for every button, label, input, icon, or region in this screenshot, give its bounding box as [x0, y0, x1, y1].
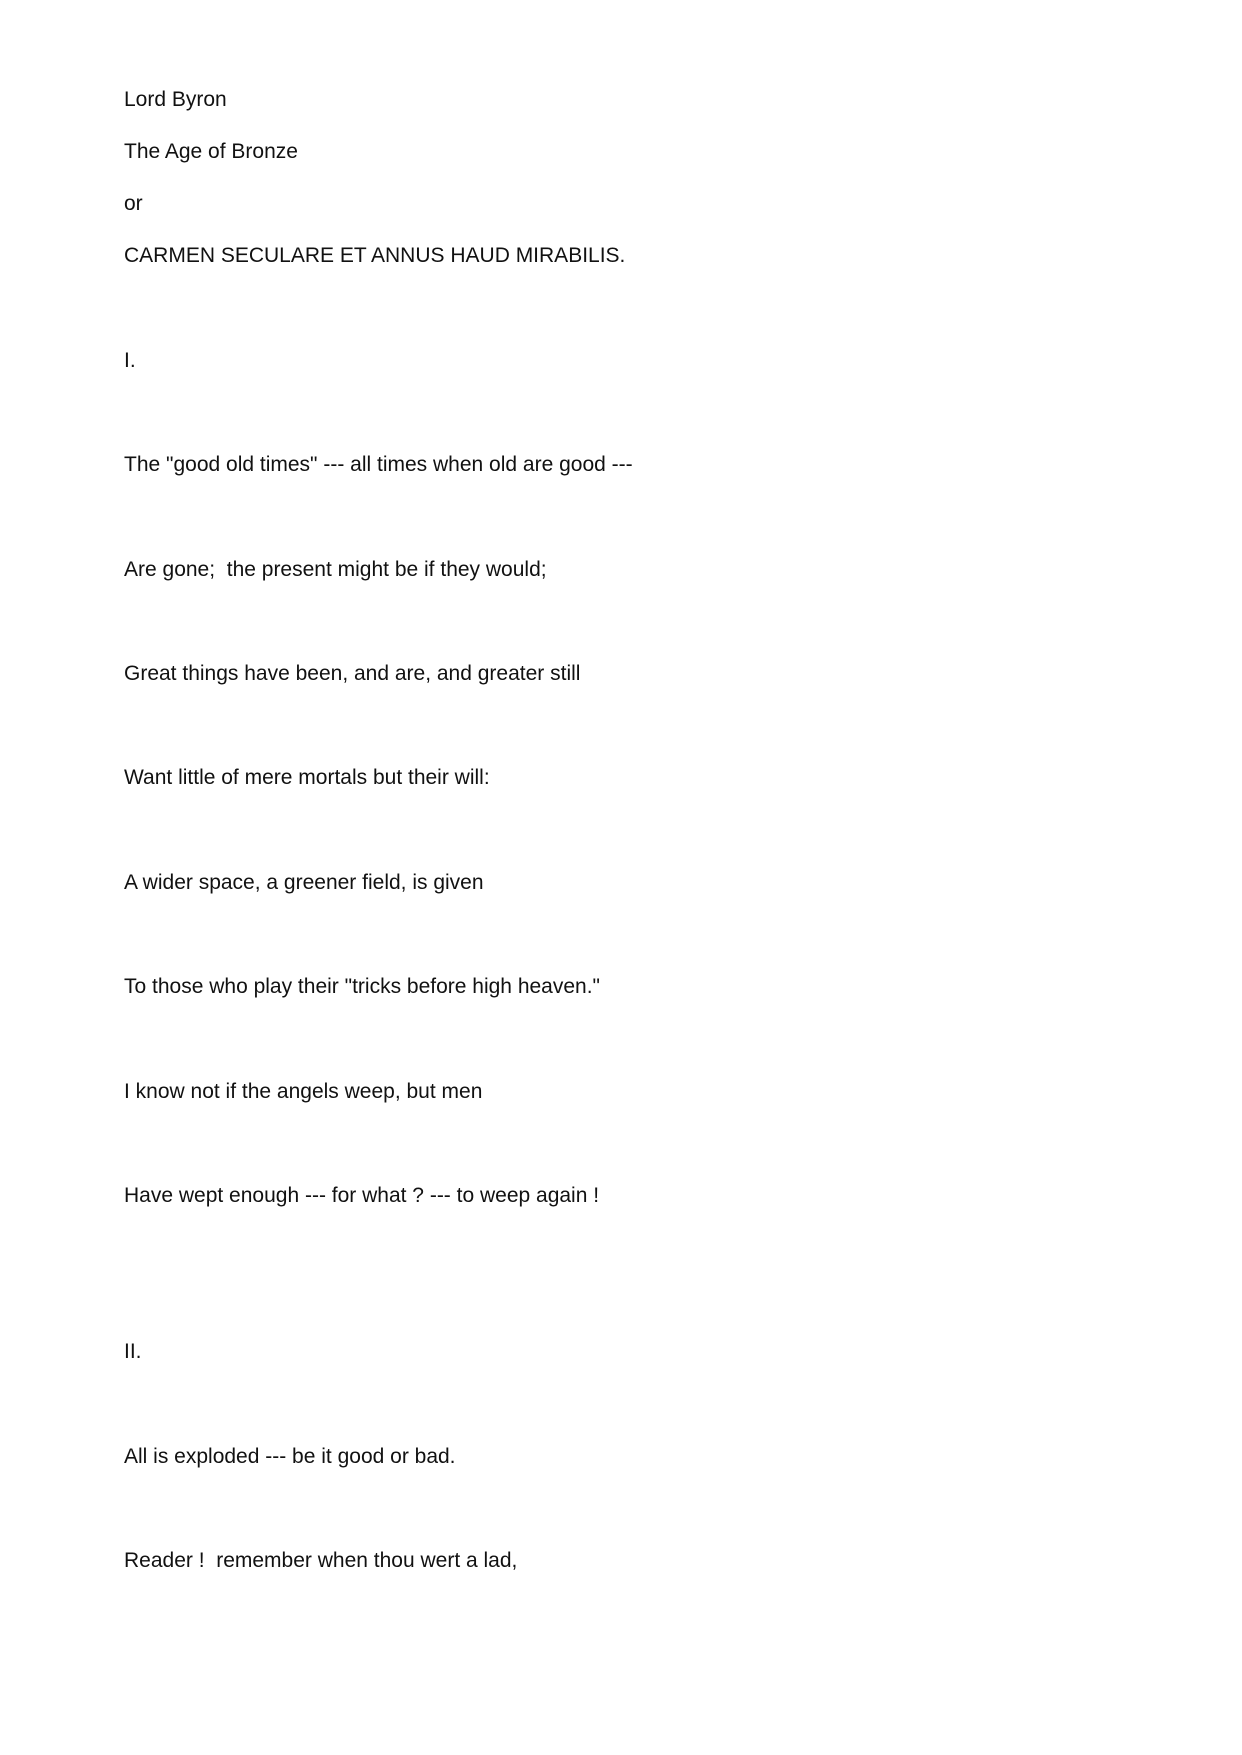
verse-line: Are gone; the present might be if they would; — [124, 558, 547, 581]
section-numeral-2: II. — [124, 1340, 142, 1363]
verse-line: All is exploded --- be it good or bad. — [124, 1445, 456, 1468]
verse-line: A wider space, a greener field, is given — [124, 871, 484, 894]
title-conjunction: or — [124, 192, 143, 215]
author-name: Lord Byron — [124, 88, 227, 111]
verse-line: I know not if the angels weep, but men — [124, 1080, 483, 1103]
verse-line: Great things have been, and are, and greater still — [124, 662, 581, 685]
verse-line: To those who play their "tricks before high heaven." — [124, 975, 601, 998]
poem-subtitle: CARMEN SECULARE ET ANNUS HAUD MIRABILIS. — [124, 244, 626, 267]
verse-line: The "good old times" --- all times when old are good --- — [124, 453, 633, 476]
section-numeral-1: I. — [124, 349, 136, 372]
verse-line: Want little of mere mortals but their will: — [124, 766, 490, 789]
verse-line: Have wept enough --- for what ? --- to weep again ! — [124, 1184, 600, 1207]
poem-title: The Age of Bronze — [124, 140, 298, 163]
verse-line: Reader ! remember when thou wert a lad, — [124, 1549, 518, 1572]
